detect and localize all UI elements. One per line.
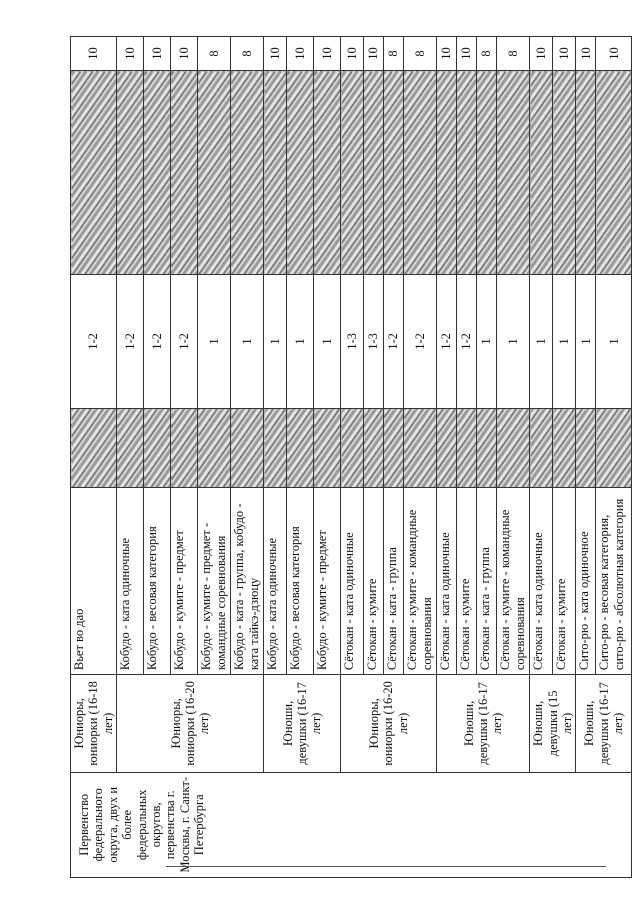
- discipline-cell: Сито-рю - ката одиночное: [576, 488, 596, 675]
- shaded-cell: [437, 71, 457, 275]
- age-cell: 1-3: [341, 275, 364, 409]
- table-row: [341, 37, 364, 878]
- event-cell: Первенство федерального округа, двух и более федеральных округов, первенства г. Москвы, г. Санкт-Петербурга: [71, 772, 632, 877]
- discipline-cell: Кобудо - весовая категория: [144, 488, 171, 675]
- discipline-cell: Сётокан - ката - группа: [477, 488, 497, 675]
- age-cell: 1-2: [117, 275, 144, 409]
- shaded-cell: [231, 408, 264, 487]
- points-cell: 8: [198, 37, 231, 71]
- shaded-cell: [117, 408, 144, 487]
- points-cell: 10: [287, 37, 314, 71]
- age-cell: 1: [530, 275, 553, 409]
- table-row: [71, 37, 117, 878]
- competition-table-wrapper: [70, 36, 626, 878]
- shaded-cell: [530, 408, 553, 487]
- shaded-cell: [264, 71, 287, 275]
- age-cell: 1-2: [457, 275, 477, 409]
- shaded-cell: [596, 71, 632, 275]
- shaded-cell: [341, 71, 364, 275]
- discipline-cell: Вьет во дао: [71, 488, 117, 675]
- age-cell: 1: [576, 275, 596, 409]
- discipline-cell: Сётокан - кумите: [457, 488, 477, 675]
- age-cell: 1: [497, 275, 530, 409]
- table-row: [117, 37, 144, 878]
- age-cell: 1-2: [144, 275, 171, 409]
- shaded-cell: [477, 71, 497, 275]
- discipline-cell: Сётокан - ката одиночные: [530, 488, 553, 675]
- shaded-cell: [287, 71, 314, 275]
- discipline-cell: Кобудо - кумите - предмет - командные соревнования: [198, 488, 231, 675]
- age-cell: 1: [231, 275, 264, 409]
- points-cell: 8: [404, 37, 437, 71]
- age-cell: 1-2: [384, 275, 404, 409]
- shaded-cell: [576, 71, 596, 275]
- age-cell: 1: [314, 275, 341, 409]
- shaded-cell: [497, 408, 530, 487]
- shaded-cell: [198, 71, 231, 275]
- points-cell: 10: [553, 37, 576, 71]
- shaded-cell: [553, 71, 576, 275]
- shaded-cell: [71, 71, 117, 275]
- points-cell: 10: [341, 37, 364, 71]
- points-cell: 8: [497, 37, 530, 71]
- discipline-cell: Кобудо - весовая категория: [287, 488, 314, 675]
- points-cell: 10: [117, 37, 144, 71]
- shaded-cell: [457, 71, 477, 275]
- discipline-cell: Сётокан - ката одиночные: [437, 488, 457, 675]
- shaded-cell: [198, 408, 231, 487]
- points-cell: 8: [477, 37, 497, 71]
- discipline-cell: Кобудо - ката одиночные: [264, 488, 287, 675]
- table-row: [576, 37, 596, 878]
- points-cell: 10: [364, 37, 384, 71]
- page-bottom-line: [166, 866, 606, 867]
- points-cell: 10: [530, 37, 553, 71]
- shaded-cell: [530, 71, 553, 275]
- points-cell: 10: [576, 37, 596, 71]
- shaded-cell: [171, 71, 198, 275]
- shaded-cell: [117, 71, 144, 275]
- table-row: [530, 37, 553, 878]
- group-cell: Юноши, девушки (16-17 лет): [576, 675, 632, 772]
- shaded-cell: [144, 408, 171, 487]
- discipline-cell: Сётокан - кумите - командные соревнования: [497, 488, 530, 675]
- shaded-cell: [314, 408, 341, 487]
- shaded-cell: [384, 71, 404, 275]
- shaded-cell: [497, 71, 530, 275]
- shaded-cell: [71, 408, 117, 487]
- shaded-cell: [404, 71, 437, 275]
- table-row: [264, 37, 287, 878]
- discipline-cell: Кобудо - ката одиночные: [117, 488, 144, 675]
- points-cell: 10: [314, 37, 341, 71]
- age-cell: 1: [287, 275, 314, 409]
- points-cell: 10: [144, 37, 171, 71]
- discipline-cell: Сётокан - кумите - командные соревнования: [404, 488, 437, 675]
- shaded-cell: [287, 408, 314, 487]
- age-cell: 1-2: [171, 275, 198, 409]
- group-cell: Юниоры, юниорки (16-20 лет): [117, 675, 264, 772]
- points-cell: 10: [71, 37, 117, 71]
- points-cell: 10: [264, 37, 287, 71]
- shaded-cell: [576, 408, 596, 487]
- points-cell: 8: [231, 37, 264, 71]
- age-cell: 1-2: [71, 275, 117, 409]
- shaded-cell: [384, 408, 404, 487]
- table-row: [437, 37, 457, 878]
- group-cell: Юниоры, юниорки (16-18 лет): [71, 675, 117, 772]
- age-cell: 1: [198, 275, 231, 409]
- age-cell: 1: [477, 275, 497, 409]
- shaded-cell: [264, 408, 287, 487]
- shaded-cell: [596, 408, 632, 487]
- age-cell: 1: [264, 275, 287, 409]
- shaded-cell: [231, 71, 264, 275]
- discipline-cell: Кобудо - ката - группа, кобудо - ката тайкэ-дзюцу: [231, 488, 264, 675]
- shaded-cell: [457, 408, 477, 487]
- shaded-cell: [171, 408, 198, 487]
- age-cell: 1: [596, 275, 632, 409]
- discipline-cell: Сётокан - кумите: [553, 488, 576, 675]
- discipline-cell: Сито-рю - весовая категория, сито-рю - абсолютная категория: [596, 488, 632, 675]
- shaded-cell: [144, 71, 171, 275]
- points-cell: 10: [171, 37, 198, 71]
- discipline-cell: Кобудо - кумите - предмет: [314, 488, 341, 675]
- group-cell: Юноши, девушки (16-17 лет): [264, 675, 341, 772]
- competition-table: [70, 36, 632, 878]
- discipline-cell: Сётокан - кумите: [364, 488, 384, 675]
- discipline-cell: Сётокан - ката одиночные: [341, 488, 364, 675]
- discipline-cell: Кобудо - кумите - предмет: [171, 488, 198, 675]
- age-cell: 1-2: [404, 275, 437, 409]
- group-cell: Юноши, девушки (16-17 лет): [437, 675, 530, 772]
- group-cell: Юниоры, юниорки (16-20 лет): [341, 675, 437, 772]
- shaded-cell: [404, 408, 437, 487]
- age-cell: 1-2: [437, 275, 457, 409]
- age-cell: 1: [553, 275, 576, 409]
- points-cell: 8: [384, 37, 404, 71]
- shaded-cell: [437, 408, 457, 487]
- points-cell: 10: [457, 37, 477, 71]
- shaded-cell: [364, 71, 384, 275]
- discipline-cell: Сётокан - ката - группа: [384, 488, 404, 675]
- points-cell: 10: [596, 37, 632, 71]
- shaded-cell: [477, 408, 497, 487]
- age-cell: 1-3: [364, 275, 384, 409]
- points-cell: 10: [437, 37, 457, 71]
- shaded-cell: [553, 408, 576, 487]
- shaded-cell: [314, 71, 341, 275]
- shaded-cell: [364, 408, 384, 487]
- shaded-cell: [341, 408, 364, 487]
- group-cell: Юноши, девушки (15 лет): [530, 675, 576, 772]
